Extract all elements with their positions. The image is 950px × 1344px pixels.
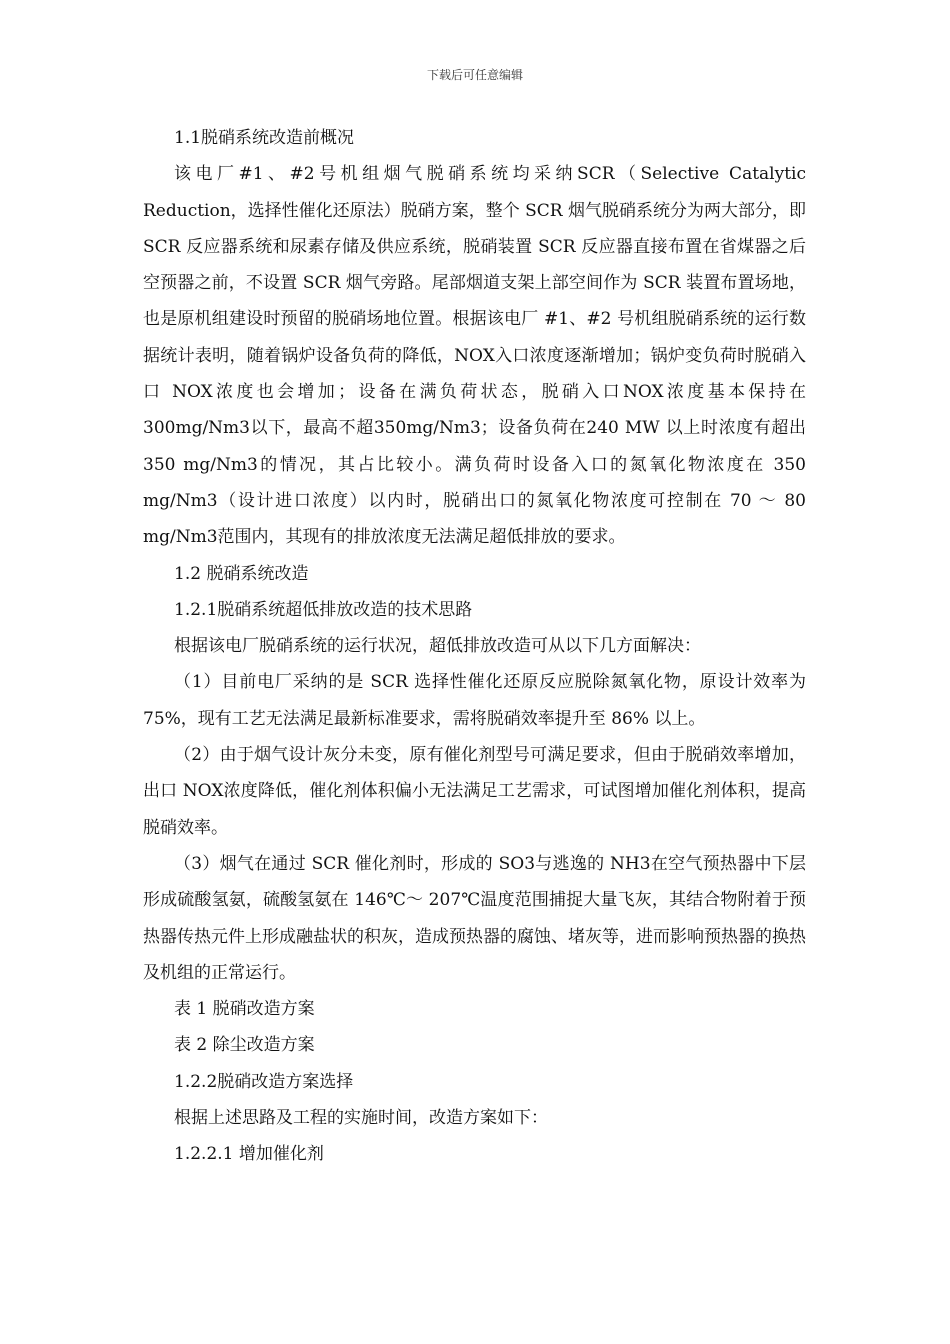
section-heading-1-2-2: 1.2.2脱硝改造方案选择 <box>174 1071 354 1092</box>
paragraph-item-3: （3）烟气在通过 SCR 催化剂时，形成的 SO3与逃逸的 NH3在空气预热器中下层形成硫酸氢氨，硫酸氢氨在 146℃～ 207℃温度范围捕捉大量飞灰，其结合物附着于预热器传热元件上形成融盐状的积灰，造成预热器的腐蚀、堵灰等，进而影响预热器的换热及机组的正常运行。 <box>143 853 806 983</box>
paragraph-item-1: （1）目前电厂采纳的是 SCR 选择性催化还原反应脱除氮氧化物，原设计效率为 75%，现有工艺无法满足最新标准要求，需将脱硝效率提升至 86% 以上。 <box>143 672 806 729</box>
section-heading-1-1: 1.1脱硝系统改造前概况 <box>174 128 355 148</box>
section-heading-1-2: 1.2 脱硝系统改造 <box>174 563 309 584</box>
paragraph-plan-intro: 根据上述思路及工程的实施时间，改造方案如下： <box>174 1108 548 1129</box>
paragraph-item-2: （2）由于烟气设计灰分未变，原有催化剂型号可满足要求，但由于脱硝效率增加，出口 NOX浓度降低，催化剂体积偏小无法满足工艺需求，可试图增加催化剂体积，提高脱硝效率。 <box>143 745 806 838</box>
table-caption-1: 表 1 脱硝改造方案 <box>174 999 315 1020</box>
page-header: 下载后可任意编辑 <box>426 68 523 82</box>
table-caption-2: 表 2 除尘改造方案 <box>174 1035 315 1056</box>
paragraph-intro-solutions: 根据该电厂脱硝系统的运行状况，超低排放改造可从以下几方面解决： <box>174 636 701 657</box>
paragraph-overview: 该电厂#1、#2号机组烟气脱硝系统均采纳SCR（Selective Catalytic Reduction，选择性催化还原法）脱硝方案，整个 SCR 烟气脱硝系统分为两大部分，即 SCR 反应器系统和尿素存储及供应系统，脱硝装置 SCR 反应器直接布置在省煤器之后空预器之前，不设置 SCR 烟气旁路。尾部烟道支架上部空间作为 SCR 装置布置场地，也是原机组建设时预留的脱硝场地位置。根据该电厂 #1、#2 号机组脱硝系统的运行数据统计表明，随着锅炉设备负荷的降低，NOX入口浓度逐渐增加；锅炉变负荷时脱硝入口 NOX浓度也会增加；设备在满负荷状态，脱硝入口NOX浓度基本保持在 300mg/Nm3以下，最高不超350mg/Nm3；设备负荷在240 MW 以上时浓度有超出 350 mg/Nm3的情况，其占比较小。满负荷时设备入口的氮氧化物浓度在 350 mg/Nm3（设计进口浓度）以内时，脱硝出口的氮氧化物浓度可控制在 70 ～ 80 mg/Nm3范围内，其现有的排放浓度无法满足超低排放的要求。 <box>143 164 806 548</box>
section-heading-1-2-2-1: 1.2.2.1 增加催化剂 <box>174 1144 324 1165</box>
section-heading-1-2-1: 1.2.1脱硝系统超低排放改造的技术思路 <box>174 599 473 620</box>
document-body <box>143 120 806 1173</box>
